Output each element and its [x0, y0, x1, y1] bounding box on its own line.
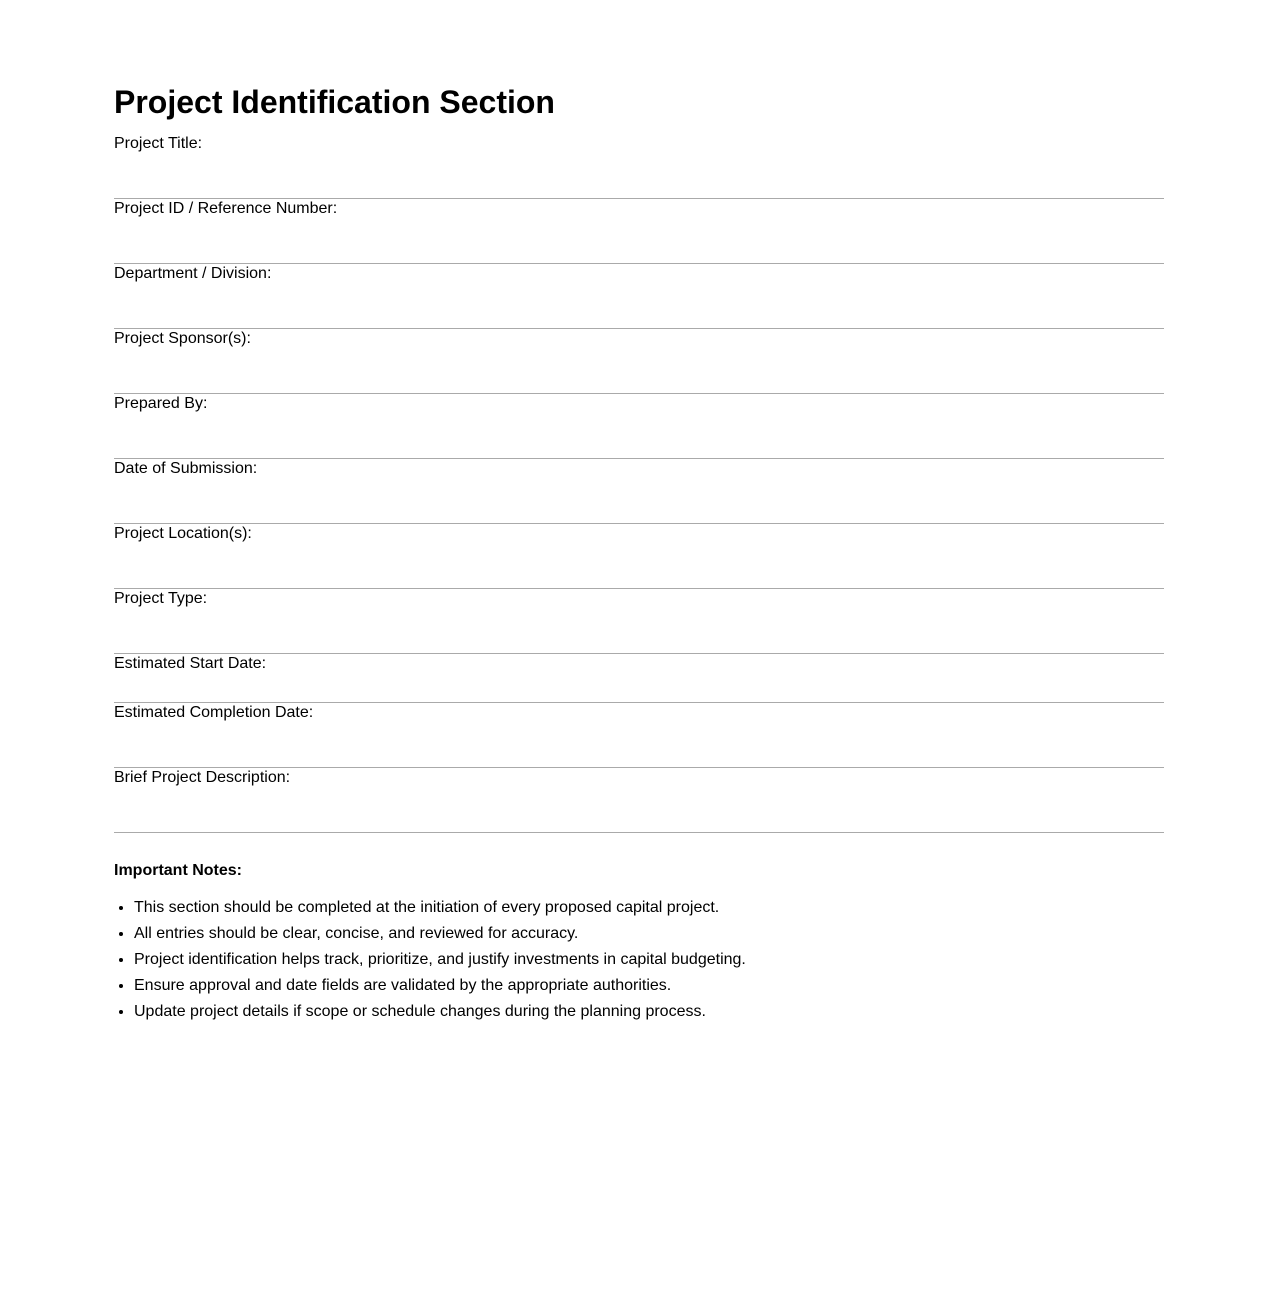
field-project-type [114, 589, 1164, 654]
prepared-by-input[interactable] [114, 414, 1164, 458]
note-item: • All entries should be clear, concise, and reviewed for accuracy. [134, 921, 1164, 947]
field-department [114, 264, 1164, 329]
field-project-locations [114, 524, 1164, 589]
field-project-id [114, 199, 1164, 264]
field-list [114, 134, 1164, 833]
field-prepared-by [114, 394, 1164, 459]
important-notes [114, 861, 1164, 1025]
estimated-completion-date-input[interactable] [114, 723, 1164, 767]
project-type-input[interactable] [114, 609, 1164, 653]
project-title-input[interactable] [114, 154, 1164, 198]
field-project-title [114, 134, 1164, 199]
field-label: Project Location(s): [114, 525, 252, 542]
field-label: Project Title: [114, 135, 203, 152]
page-title: Project Identification Section [114, 84, 555, 120]
field-brief-project-description [114, 768, 1164, 833]
form-page [114, 82, 1164, 1025]
field-underline [114, 832, 1164, 833]
note-item: • This section should be completed at the initiation of every proposed capital project. [134, 895, 1164, 921]
field-label: Brief Project Description: [114, 769, 291, 786]
date-of-submission-input[interactable] [114, 479, 1164, 523]
field-label: Project Type: [114, 590, 208, 607]
project-sponsors-input[interactable] [114, 349, 1164, 393]
field-estimated-completion-date [114, 703, 1164, 768]
project-locations-input[interactable] [114, 544, 1164, 588]
field-label: Estimated Start Date: [114, 655, 267, 672]
field-estimated-start-date [114, 654, 1164, 703]
note-item: • Ensure approval and date fields are validated by the appropriate authorities. [134, 973, 1164, 999]
field-date-of-submission [114, 459, 1164, 524]
department-input[interactable] [114, 284, 1164, 328]
notes-list [114, 895, 1164, 1025]
notes-title: Important Notes: [114, 862, 242, 879]
field-label: Project Sponsor(s): [114, 330, 251, 347]
field-label: Department / Division: [114, 265, 272, 282]
brief-project-description-input[interactable] [114, 788, 1164, 832]
note-item: • Update project details if scope or schedule changes during the planning process. [134, 999, 1164, 1025]
field-label: Date of Submission: [114, 460, 258, 477]
estimated-start-date-input[interactable] [114, 674, 1164, 702]
field-label: Prepared By: [114, 395, 208, 412]
note-item: • Project identification helps track, prioritize, and justify investments in capital budgeting. [134, 947, 1164, 973]
field-label: Project ID / Reference Number: [114, 200, 338, 217]
field-label: Estimated Completion Date: [114, 704, 314, 721]
field-project-sponsors [114, 329, 1164, 394]
project-id-input[interactable] [114, 219, 1164, 263]
